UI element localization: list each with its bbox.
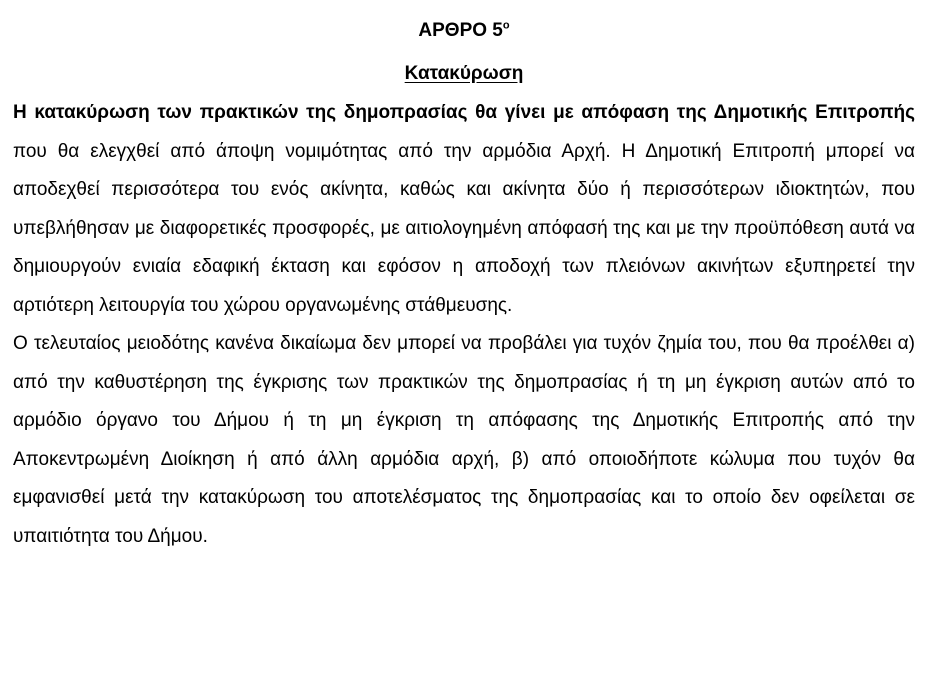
paragraph-2 bbox=[13, 325, 915, 556]
article-title bbox=[13, 18, 915, 46]
document-body bbox=[13, 18, 915, 556]
article-title-superscript: ο bbox=[502, 19, 510, 32]
article-title-text: ΑΡΘΡΟ 5 bbox=[418, 20, 503, 41]
paragraph-2-text: Ο τελευταίος μειοδότης κανένα δικαίωμα δεν μπορεί να προβάλει για τυχόν ζημία του, που θα προέλθει α) από την καθυστέρηση της έγκρισης των πρακτικών της δημοπρασίας ή τη μη έγκριση αυτών από το αρμόδιο όργανο του Δήμου ή τη μη έγκριση τη απόφασης της Δημοτικής Επιτροπής από την Αποκεντρωμένη Διοίκηση ή από άλλη αρμόδια αρχή, β) από οποιοδήποτε κώλυμα που τυχόν θα εμφανισθεί μετά την κατακύρωση του αποτελέσματος της δημοπρασίας και το οποίο δεν οφείλεται σε υπαιτιότητα του Δήμου. bbox=[13, 333, 915, 547]
paragraph-1-text: που θα ελεγχθεί από άποψη νομιμότητας από την αρμόδια Αρχή. Η Δημοτική Επιτροπή μπορεί να αποδεχθεί περισσότερα του ενός ακίνητα, καθώς και ακίνητα δύο ή περισσότερων ιδιοκτητών, που υπεβλήθησαν με διαφορετικές προσφορές, με αιτιολογημένη απόφασή της και με την προϋπόθεση αυτά να δημιουργούν ενιαία εδαφική έκταση και εφόσον η αποδοχή των πλειόνων ακινήτων εξυπηρετεί την αρτιότερη λειτουργία του χώρου οργανωμένης στάθμευσης. bbox=[13, 140, 915, 316]
article-subtitle: Κατακύρωση bbox=[404, 63, 524, 84]
paragraph-1 bbox=[13, 94, 915, 325]
paragraph-1-bold-lead: Η κατακύρωση των πρακτικών της δημοπρασίας θα γίνει με απόφαση της Δημοτικής Επιτροπής bbox=[13, 102, 915, 123]
